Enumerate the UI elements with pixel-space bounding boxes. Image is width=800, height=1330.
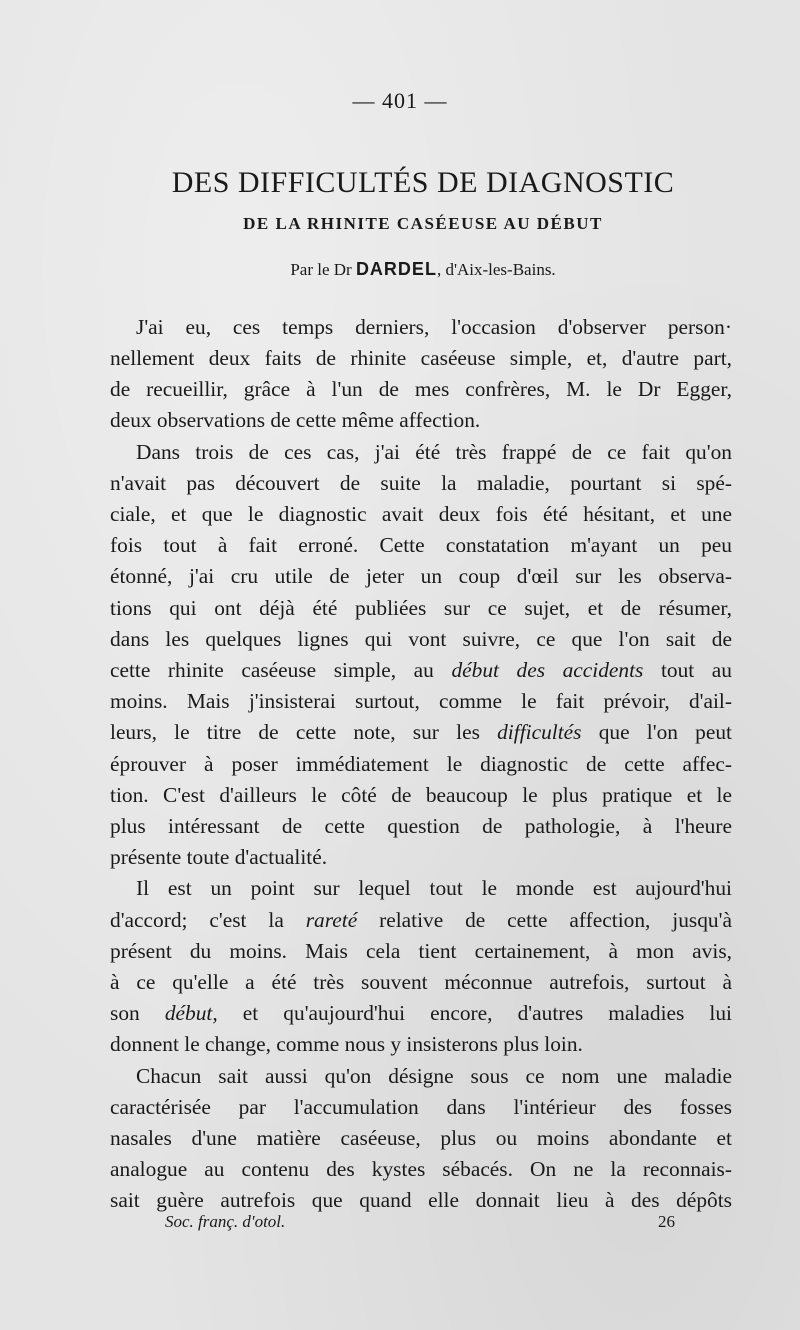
text-line: nasales d'une matière caséeuse, plus ou moins abondante et <box>110 1126 732 1150</box>
text-line: Chacun sait aussi qu'on désigne sous ce nom une maladie <box>136 1064 732 1088</box>
emphasis-text: début des accidents <box>451 658 644 682</box>
text-line <box>110 997 732 1029</box>
text-line: caractérisée par l'accumulation dans l'intérieur des fosses <box>110 1095 732 1119</box>
emphasis-text: rareté <box>305 908 358 932</box>
emphasis-text: difficultés <box>497 720 582 744</box>
journal-footer: Soc. franç. d'otol. <box>165 1212 286 1231</box>
text-line: ciale, et que le diagnostic avait deux fois été hésitant, et une <box>110 502 732 526</box>
text-line: dans les quelques lignes qui vont suivre, ce que l'on sait de <box>110 627 732 651</box>
text-line <box>110 904 732 936</box>
text-line: donnent le change, comme nous y insisterons plus loin. <box>110 1032 583 1056</box>
text-line: J'ai eu, ces temps derniers, l'occasion d'observer person· <box>136 315 732 339</box>
byline <box>0 259 800 280</box>
text-line: moins. Mais j'insisterai surtout, comme le fait prévoir, d'ail- <box>110 689 732 713</box>
text-run: relative de cette affection, jusqu'à <box>357 908 732 932</box>
text-line: tion. C'est d'ailleurs le côté de beaucoup le plus pratique et le <box>110 783 732 807</box>
text-line: présente toute d'actualité. <box>110 845 328 869</box>
author-name: DARDEL <box>355 259 437 279</box>
byline-suffix: , d'Aix-les-Bains. <box>436 260 556 279</box>
text-line: tions qui ont déjà été publiées sur ce sujet, et de résumer, <box>110 596 732 620</box>
text-line: deux observations de cette même affection. <box>110 408 481 432</box>
text-line: éprouver à poser immédiatement le diagnostic de cette affec- <box>110 752 732 776</box>
article-title: DES DIFFICULTÉS DE DIAGNOSTIC <box>171 166 675 199</box>
text-line: n'avait pas découvert de suite la maladie, pourtant si spé- <box>110 471 732 495</box>
text-line <box>110 654 732 686</box>
signature-mark: 26 <box>658 1212 675 1231</box>
article-subtitle: DE LA RHINITE CASÉEUSE AU DÉBUT <box>243 214 603 233</box>
text-run: et qu'aujourd'hui encore, d'autres maladies lui <box>217 1001 732 1025</box>
text-line: plus intéressant de cette question de pathologie, à l'heure <box>110 814 732 838</box>
text-line: à ce qu'elle a été très souvent méconnue autrefois, surtout à <box>110 970 732 994</box>
text-run: que l'on peut <box>581 720 733 744</box>
text-line: fois tout à fait erroné. Cette constatation m'ayant un peu <box>110 533 732 557</box>
text-line: nellement deux faits de rhinite caséeuse simple, et, d'autre part, <box>110 346 732 370</box>
text-run: leurs, le titre de cette note, sur les <box>110 720 498 744</box>
text-run: tout au <box>643 658 732 682</box>
text-line: analogue au contenu des kystes sébacés. On ne la reconnais- <box>110 1157 732 1181</box>
text-line: sait guère autrefois que quand elle donnait lieu à des dépôts <box>110 1188 732 1212</box>
text-line: Il est un point sur lequel tout le monde est aujourd'hui <box>136 876 732 900</box>
text-line <box>110 716 732 748</box>
text-run: son <box>110 1001 165 1025</box>
text-run: cette rhinite caséeuse simple, au <box>110 658 452 682</box>
text-line: de recueillir, grâce à l'un de mes confrères, M. le Dr Egger, <box>110 377 732 401</box>
byline-prefix: Par le Dr <box>290 260 356 279</box>
text-run: d'accord; c'est la <box>110 908 306 932</box>
text-line: Dans trois de ces cas, j'ai été très frappé de ce fait qu'on <box>136 440 732 464</box>
text-line: étonné, j'ai cru utile de jeter un coup d'œil sur les observa- <box>110 564 732 588</box>
text-line: présent du moins. Mais cela tient certainement, à mon avis, <box>110 939 732 963</box>
page-number: — 401 — <box>352 88 448 113</box>
emphasis-text: début, <box>164 1001 218 1025</box>
